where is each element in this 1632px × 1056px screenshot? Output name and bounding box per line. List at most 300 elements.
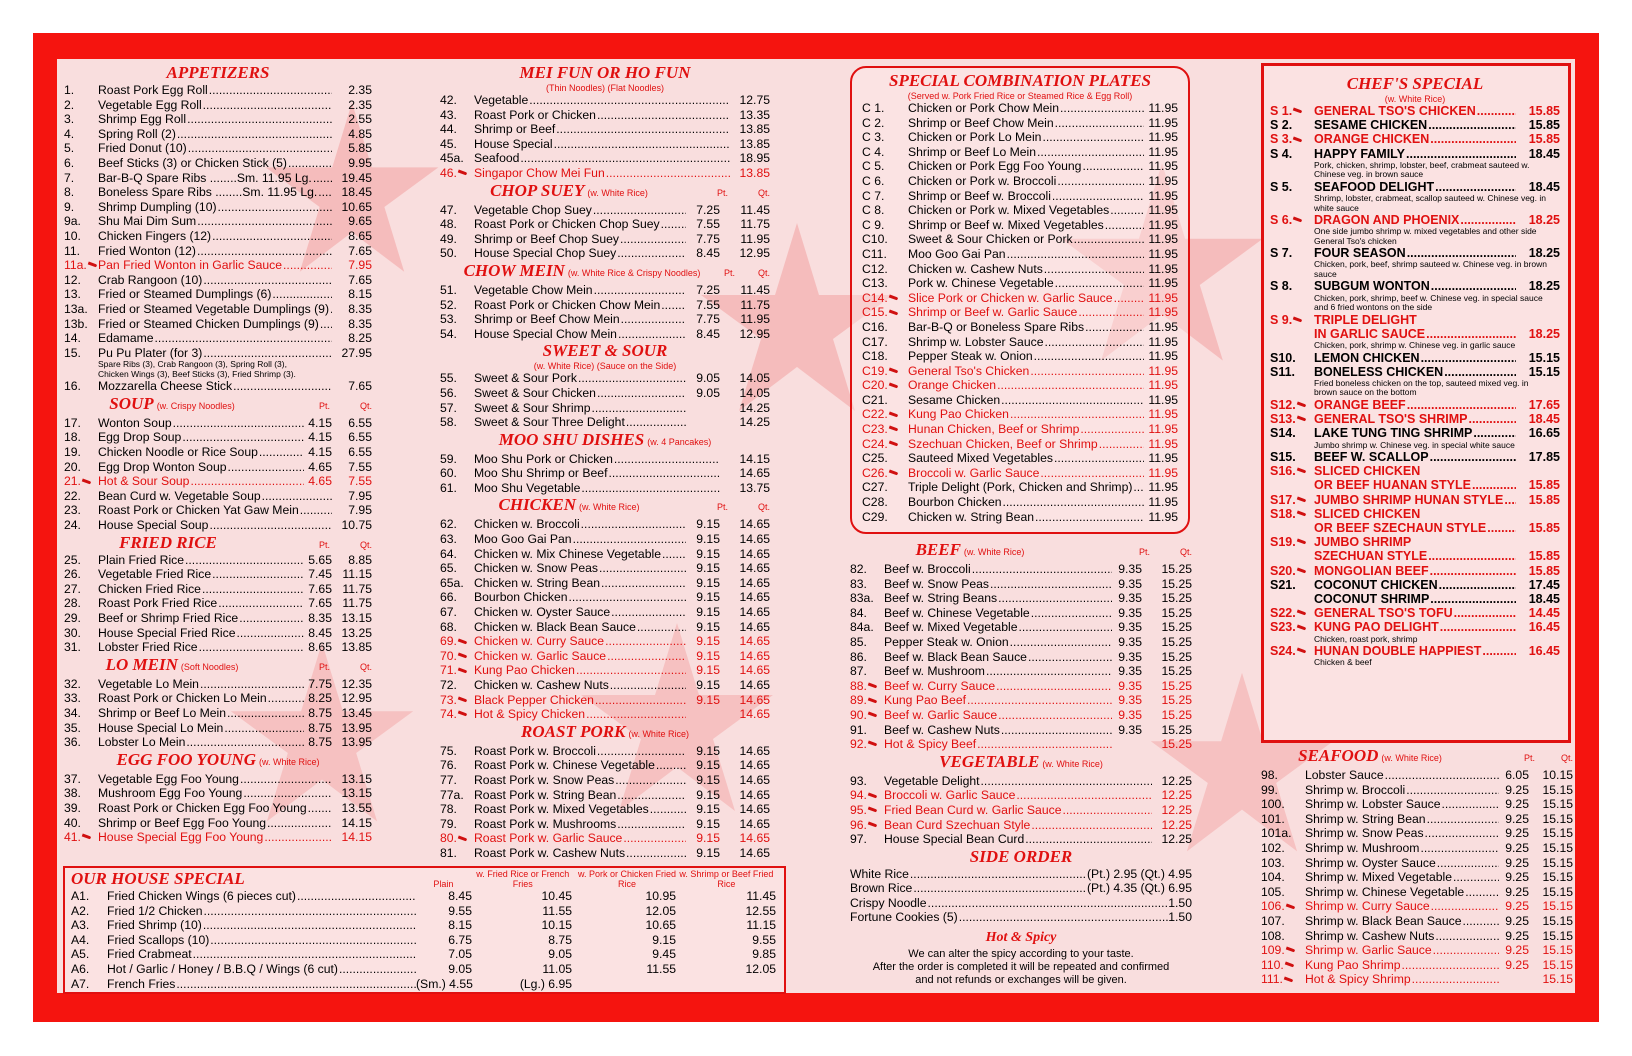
item-number — [1261, 943, 1305, 958]
item-number — [64, 214, 98, 229]
section-title-text: ROAST PORK — [521, 721, 626, 741]
item-number-text: 33. — [64, 691, 81, 706]
item-name — [884, 788, 1152, 803]
item-number-text: S 3. — [1270, 132, 1293, 147]
item-name — [474, 576, 686, 591]
item-name-text: Fried Donut (10) — [98, 141, 187, 156]
menu-item — [862, 378, 1178, 393]
item-price-quart: 14.65 — [739, 787, 770, 802]
item-number-text: C 6. — [862, 173, 885, 188]
section-title-text: CHICKEN — [498, 495, 576, 515]
item-price: 11.95 — [1148, 276, 1178, 291]
item-name-text: Fortune Cookies (5) — [850, 910, 958, 925]
menu-item — [1261, 783, 1573, 798]
menu-item — [862, 393, 1178, 408]
item-number-text: C12. — [862, 261, 888, 276]
item-name — [1305, 768, 1499, 783]
item-name-text: Beef w. Black Bean Sauce — [884, 649, 1027, 664]
house-header — [71, 869, 776, 889]
menu-item — [64, 706, 372, 721]
qt-label: Qt. — [359, 400, 372, 411]
menu-item — [1270, 521, 1560, 535]
item-name — [474, 758, 686, 773]
menu-item — [440, 678, 770, 693]
item-price-quart: 11.75 — [342, 581, 372, 596]
item-number — [1261, 972, 1305, 987]
item-price: 27.95 — [341, 345, 372, 360]
item-price-pint: 9.35 — [1118, 576, 1142, 591]
item-name-text: Chicken w. Curry Sauce — [474, 634, 605, 649]
item-number-text: 60. — [440, 466, 457, 481]
item-number — [1270, 351, 1314, 365]
menu-item — [850, 832, 1192, 847]
item-name-text: Beef w. Mixed Vegetable — [884, 620, 1018, 635]
item-name — [98, 553, 304, 568]
item-number — [1261, 885, 1305, 900]
menu-item — [1270, 279, 1560, 293]
item-name — [98, 460, 304, 475]
hot-pepper-icon — [889, 310, 898, 316]
section-note: (w. White Rice) — [1042, 758, 1103, 769]
item-name — [98, 489, 332, 504]
item-name-text: Shrimp w. Lobster Sauce — [908, 334, 1044, 349]
item-name — [1314, 180, 1516, 194]
pt-label: Pt. — [716, 502, 728, 513]
item-name — [474, 151, 730, 166]
menu-item — [1261, 841, 1573, 856]
item-number — [64, 229, 98, 244]
item-price: 18.45 — [341, 185, 372, 200]
hot-pepper-icon — [889, 470, 898, 476]
menu-item — [862, 189, 1178, 204]
section-note: (w. White Rice) — [963, 547, 1025, 557]
item-name-text: Lobster Lo Mein — [98, 735, 186, 750]
item-name — [1314, 365, 1516, 379]
item-description: Jumbo shrimp w. Chinese veg. in special white sauce — [1314, 439, 1515, 450]
item-name — [98, 83, 332, 98]
item-number — [64, 786, 98, 801]
section-header — [64, 394, 372, 416]
menu-item — [440, 137, 770, 152]
menu-item — [862, 130, 1178, 145]
pt-label: Pt. — [1523, 753, 1535, 763]
item-name-text: Roast Pork or Chicken — [474, 107, 596, 122]
section-header — [440, 722, 770, 744]
hot-pepper-icon — [1297, 416, 1306, 422]
item-name — [107, 933, 416, 948]
item-price-quart: 6.55 — [348, 430, 372, 445]
menu-item — [64, 474, 372, 489]
hot-pepper-icon — [889, 383, 898, 389]
item-number-text: 77a. — [440, 787, 464, 802]
item-number — [850, 818, 884, 833]
item-price: 9.05 — [548, 947, 572, 962]
item-number — [440, 137, 474, 152]
item-name-text: Beef w. Cashew Nuts — [884, 722, 1000, 737]
item-name-text: LEMON CHICKEN — [1314, 350, 1420, 365]
item-price-quart: 15.15 — [1542, 840, 1573, 855]
item-name-text: House Special Fried Rice — [98, 625, 236, 640]
item-number — [440, 151, 474, 166]
item-name — [908, 364, 1144, 379]
item-name-text: Roast Pork w. Cashew Nuts — [474, 845, 626, 860]
item-price: 11.95 — [1148, 290, 1178, 305]
item-number — [862, 116, 908, 131]
item-price: 11.55 — [646, 961, 676, 976]
item-number-text: 9. — [64, 199, 75, 214]
menu-item — [862, 218, 1178, 233]
item-number-text: 98. — [1261, 768, 1278, 782]
item-number-text: S13. — [1270, 412, 1296, 427]
item-number-text: 24. — [64, 518, 81, 533]
item-number-text: 25. — [64, 552, 81, 567]
item-number — [862, 130, 908, 145]
item-name — [474, 166, 730, 181]
menu-item — [850, 606, 1192, 621]
item-number — [850, 737, 884, 752]
item-name — [1314, 578, 1516, 592]
item-number-text: C 7. — [862, 188, 885, 203]
item-name — [1314, 478, 1516, 492]
item-price: 11.95 — [1148, 261, 1178, 276]
item-number-text: 103. — [1261, 855, 1285, 870]
item-price-pint: 9.35 — [1118, 620, 1142, 635]
item-name — [1314, 132, 1516, 146]
item-number-text: 3. — [64, 112, 75, 127]
item-name — [98, 229, 332, 244]
section-title — [64, 655, 280, 677]
item-number — [440, 371, 474, 386]
section-note: (w. Crispy Noodles) — [156, 400, 235, 411]
item-price-quart: 15.25 — [1161, 649, 1192, 664]
house-special-box — [63, 866, 786, 994]
item-name-text: SLICED CHICKEN — [1314, 506, 1421, 521]
item-number-text: 65. — [440, 561, 457, 576]
item-price-pint: 9.35 — [1118, 664, 1142, 679]
item-name — [884, 562, 1112, 577]
item-price-pint: 9.25 — [1505, 782, 1529, 797]
section-title — [862, 71, 1178, 91]
item-name-text: Black Pepper Chicken — [474, 692, 594, 707]
item-number-text: 35. — [64, 720, 81, 735]
item-name-text: Boneless Spare Ribs ........Sm. 11.95 Lg. — [98, 185, 318, 200]
item-number — [64, 518, 98, 533]
item-number — [440, 532, 474, 547]
item-number-text: C17. — [862, 334, 888, 349]
item-number — [64, 287, 98, 302]
item-number-text: 42. — [440, 93, 457, 107]
section-header — [64, 63, 372, 83]
item-price: 15.85 — [1528, 132, 1560, 147]
item-number-text: C21. — [862, 392, 888, 407]
item-price-quart: 12.95 — [341, 691, 372, 706]
menu-item — [850, 774, 1192, 789]
item-price-pint: 9.25 — [1505, 943, 1529, 958]
item-name — [908, 407, 1144, 422]
hot-pepper-icon — [1297, 610, 1306, 616]
item-price: 11.95 — [1148, 480, 1178, 495]
item-price-quart: 15.15 — [1542, 943, 1573, 958]
menu-item — [1261, 797, 1573, 812]
item-name-text: Shrimp w. Mixed Vegetable — [1305, 870, 1453, 885]
item-name-text: Roast Pork w. Chinese Vegetable — [474, 758, 655, 773]
item-number — [862, 510, 908, 525]
item-number — [440, 846, 474, 861]
item-price: 11.95 — [1148, 173, 1178, 188]
item-price-pint: 9.15 — [696, 772, 720, 787]
item-number — [440, 466, 474, 481]
item-name — [1314, 279, 1516, 293]
item-number: A3. — [71, 918, 90, 933]
menu-item — [862, 232, 1178, 247]
item-price: 11.45 — [746, 889, 776, 903]
item-name — [1305, 929, 1499, 944]
item-number-text: C 1. — [862, 101, 885, 115]
item-name-text: Shrimp or Beef Chow Mein — [474, 312, 620, 327]
item-price: 18.25 — [1528, 213, 1560, 228]
item-number-text: 57. — [440, 400, 457, 415]
item-name-text: Brown Rice — [850, 881, 913, 896]
item-number — [440, 817, 474, 832]
item-price-quart: 15.15 — [1542, 826, 1573, 841]
section-title — [440, 63, 770, 83]
menu-item — [71, 947, 776, 962]
item-name — [1314, 620, 1516, 634]
item-number-text: 16. — [64, 379, 81, 394]
item-name-text: Vegetable Chop Suey — [474, 202, 592, 217]
item-price: 2.35 — [348, 97, 372, 112]
item-number-text: 90. — [850, 707, 867, 722]
menu-item — [64, 460, 372, 475]
item-price: 7.95 — [348, 488, 372, 503]
menu-item — [440, 831, 770, 846]
item-number — [64, 830, 98, 845]
item-price-pint: 7.75 — [696, 312, 720, 327]
item-number-text: 102. — [1261, 840, 1285, 855]
qt-label: Qt. — [757, 187, 770, 198]
item-price: 11.95 — [1148, 130, 1178, 145]
menu-item — [64, 141, 372, 156]
item-name — [474, 386, 686, 401]
item-name — [474, 744, 686, 759]
hot-pepper-icon — [889, 412, 898, 418]
item-number — [64, 83, 98, 98]
item-name-text: House Special Bean Curd — [884, 832, 1025, 847]
item-price-pint: 9.25 — [1505, 928, 1529, 943]
qt-label: Qt. — [757, 502, 770, 513]
item-number — [440, 452, 474, 467]
item-name-text: Kung Pao Shrimp — [1305, 957, 1401, 972]
item-number — [64, 611, 98, 626]
item-number-text: 107. — [1261, 913, 1285, 928]
item-price-quart: 6.55 — [348, 415, 372, 430]
menu-item — [862, 174, 1178, 189]
item-number — [862, 378, 908, 393]
item-number — [64, 379, 98, 394]
item-number-text: S 5. — [1270, 179, 1293, 194]
item-price: 18.25 — [1528, 246, 1560, 261]
item-number-text: 39. — [64, 800, 81, 815]
item-number — [862, 364, 908, 379]
menu-item — [440, 846, 770, 861]
item-number — [862, 320, 908, 335]
item-number — [1261, 797, 1305, 812]
item-number-text: 110. — [1261, 957, 1284, 972]
item-name — [1314, 104, 1516, 118]
item-description: Spare Ribs (3), Crab Rangoon (3), Spring Roll (3), Chicken Wings (3), Beef Sticks (3), Fried Shrimp (3). — [98, 359, 296, 379]
item-description: Chicken, roast pork, shrimp — [1314, 633, 1418, 644]
item-number-text: 84a. — [850, 620, 874, 635]
item-name — [474, 707, 686, 722]
item-price-quart: 11.95 — [740, 312, 770, 327]
item-number-text: 69. — [440, 634, 457, 649]
item-number-text: 30. — [64, 625, 81, 640]
item-number — [1261, 841, 1305, 856]
item-number — [1270, 132, 1314, 146]
item-name-text: General Tso's Chicken — [908, 363, 1030, 378]
item-number — [1270, 578, 1314, 592]
item-number — [862, 437, 908, 452]
item-number-text: C27. — [862, 480, 888, 495]
item-price: (Pt.) 2.95 (Qt.) 4.95 — [1087, 866, 1192, 881]
menu-item — [71, 977, 776, 992]
item-number — [862, 393, 908, 408]
item-number-text: 11a. — [64, 258, 87, 273]
item-price-pint: 7.55 — [696, 297, 720, 312]
item-name — [474, 649, 686, 664]
item-number — [1270, 426, 1314, 440]
menu-item — [71, 904, 776, 919]
menu-item — [862, 247, 1178, 262]
section-header — [64, 655, 372, 677]
menu-item — [440, 466, 770, 481]
menu-item — [1270, 578, 1560, 592]
menu-item — [64, 640, 372, 655]
item-number — [440, 547, 474, 562]
item-name — [474, 846, 686, 861]
item-name — [98, 317, 332, 332]
section-subtitle: (Served w. Pork Fried Rice or Steamed Rice & Egg Roll) — [907, 91, 1133, 101]
item-number — [64, 677, 98, 692]
item-name — [908, 495, 1144, 510]
item-name-text: ORANGE CHICKEN — [1314, 132, 1430, 147]
item-price-quart: 14.65 — [739, 802, 770, 817]
item-price: 9.15 — [652, 932, 676, 947]
section-note: (w. White Rice) — [578, 502, 640, 513]
item-number-text: 46. — [440, 165, 457, 180]
item-number-text: 80. — [440, 831, 457, 846]
hot-pepper-icon — [82, 479, 91, 485]
item-number — [440, 246, 474, 261]
item-number-text: 22. — [64, 488, 81, 503]
item-name — [884, 803, 1152, 818]
item-number-text: 9a. — [64, 214, 81, 229]
menu-item — [440, 773, 770, 788]
menu-item — [1261, 826, 1573, 841]
menu-item — [1270, 620, 1560, 634]
item-price-quart: 11.95 — [740, 231, 770, 246]
item-price-quart: 14.65 — [739, 648, 770, 663]
item-name — [107, 889, 416, 904]
item-price: 18.45 — [1528, 146, 1560, 161]
section-header — [440, 495, 770, 517]
item-price-pint: 9.15 — [696, 575, 720, 590]
section-title — [850, 540, 1090, 562]
item-number-text: 55. — [440, 371, 457, 386]
item-name — [884, 774, 1152, 789]
item-number — [850, 788, 884, 803]
menu-item — [850, 577, 1192, 592]
item-number-text: 20. — [64, 459, 81, 474]
item-name-text: Beef w. Mushroom — [884, 664, 985, 679]
item-name-text: Moo Goo Gai Pan — [908, 246, 1006, 261]
item-number-text: C10. — [862, 232, 888, 247]
item-number — [862, 349, 908, 364]
item-number — [1270, 535, 1314, 549]
menu-item — [1270, 104, 1560, 118]
item-number-text: 67. — [440, 605, 457, 620]
menu-item — [1270, 592, 1560, 606]
item-name-text: Shrimp w. Broccoli — [1305, 782, 1406, 797]
menu-item — [1270, 535, 1560, 549]
menu-item — [440, 817, 770, 832]
item-name-text: Shu Mai Dim Sum — [98, 214, 197, 229]
item-number-text: 104. — [1261, 870, 1285, 885]
item-name — [884, 679, 1112, 694]
item-name-text: Sweet & Sour Shrimp — [474, 400, 591, 415]
item-number — [440, 634, 474, 649]
item-name — [474, 590, 686, 605]
item-number — [64, 772, 98, 787]
hot-pepper-icon — [458, 653, 467, 659]
item-price-pint: 8.45 — [696, 246, 720, 261]
item-name-text: French Fries — [107, 976, 176, 991]
item-price-pint: 7.65 — [308, 581, 332, 596]
item-number-text: 38. — [64, 786, 81, 801]
item-price-quart: 7.55 — [348, 474, 372, 489]
column-center-left — [440, 63, 770, 861]
item-number-text: 26. — [64, 567, 81, 582]
item-price-pint: 9.25 — [1505, 826, 1529, 841]
hot-spicy-note: After the order is completed it will be repeated and confirmed — [872, 961, 1170, 974]
menu-item — [440, 283, 770, 298]
item-name-text: Roast Pork Fried Rice — [98, 596, 218, 611]
menu-item — [440, 452, 770, 467]
item-price-quart: 14.05 — [739, 385, 770, 400]
item-number-text: 83. — [850, 576, 867, 591]
menu-item — [1270, 564, 1560, 578]
item-price-quart: 10.15 — [1542, 768, 1573, 782]
item-price: 9.85 — [752, 947, 776, 962]
item-name — [474, 620, 686, 635]
item-number — [440, 744, 474, 759]
menu-item — [1261, 870, 1573, 885]
item-number — [64, 302, 98, 317]
item-name — [474, 232, 686, 247]
item-number — [440, 481, 474, 496]
item-price: 11.55 — [542, 903, 572, 918]
item-name-text: TRIPLE DELIGHT — [1314, 312, 1417, 327]
item-price: 8.75 — [548, 932, 572, 947]
item-number-text: 99. — [1261, 782, 1278, 797]
menu-item — [440, 576, 770, 591]
item-price: 17.65 — [1528, 397, 1560, 412]
item-number-text: S 4. — [1270, 146, 1293, 161]
item-number-text: 89. — [850, 693, 867, 708]
menu-item — [440, 151, 770, 166]
menu-item — [1261, 958, 1573, 973]
item-number — [440, 166, 474, 181]
